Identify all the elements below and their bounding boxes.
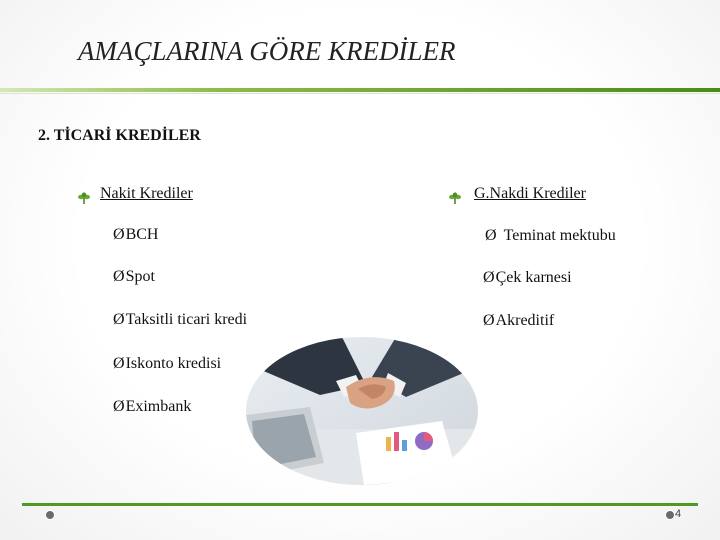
list-item — [113, 311, 247, 329]
arrow-bullet-icon: Ø — [483, 269, 495, 286]
slide-title: AMAÇLARINA GÖRE KREDİLER — [78, 36, 456, 66]
list-item-label: Akreditif — [495, 312, 555, 329]
list-item-label: BCH — [125, 226, 159, 243]
footer-dot-icon — [45, 510, 55, 520]
handshake-photo — [246, 337, 478, 485]
arrow-bullet-icon: Ø — [113, 268, 125, 285]
title-divider — [0, 88, 720, 92]
title-area — [0, 0, 720, 92]
nakit-krediler-heading: Nakit Krediler — [100, 185, 193, 202]
list-item-label: Taksitli ticari kredi — [125, 311, 248, 328]
arrow-bullet-icon: Ø — [113, 226, 125, 243]
arrow-bullet-icon: Ø — [485, 227, 497, 244]
list-item-label: Eximbank — [125, 398, 192, 415]
list-item — [113, 398, 191, 416]
list-item — [485, 227, 616, 245]
clover-bullet-icon — [448, 192, 462, 204]
list-item-label: Iskonto kredisi — [125, 355, 222, 372]
arrow-bullet-icon: Ø — [113, 311, 125, 328]
page-number: 4 — [675, 508, 682, 520]
handshake-illustration — [246, 337, 478, 485]
gayrinakdi-krediler-heading: G.Nakdi Krediler — [474, 185, 586, 202]
section-subtitle: 2. TİCARİ KREDİLER — [38, 127, 201, 144]
list-item-label: Teminat mektubu — [503, 227, 616, 244]
footer-dot-icon — [665, 510, 675, 520]
clover-bullet-icon — [77, 192, 91, 204]
list-item-label: Çek karnesi — [495, 269, 572, 286]
list-item-label: Spot — [125, 268, 155, 285]
list-item — [483, 312, 554, 330]
arrow-bullet-icon: Ø — [113, 355, 125, 372]
list-item — [113, 355, 221, 373]
list-item — [483, 269, 572, 287]
arrow-bullet-icon: Ø — [113, 398, 125, 415]
list-item — [113, 226, 158, 244]
arrow-bullet-icon: Ø — [483, 312, 495, 329]
title-divider-thin — [0, 93, 720, 94]
footer-divider — [22, 503, 698, 506]
list-item — [113, 268, 155, 286]
